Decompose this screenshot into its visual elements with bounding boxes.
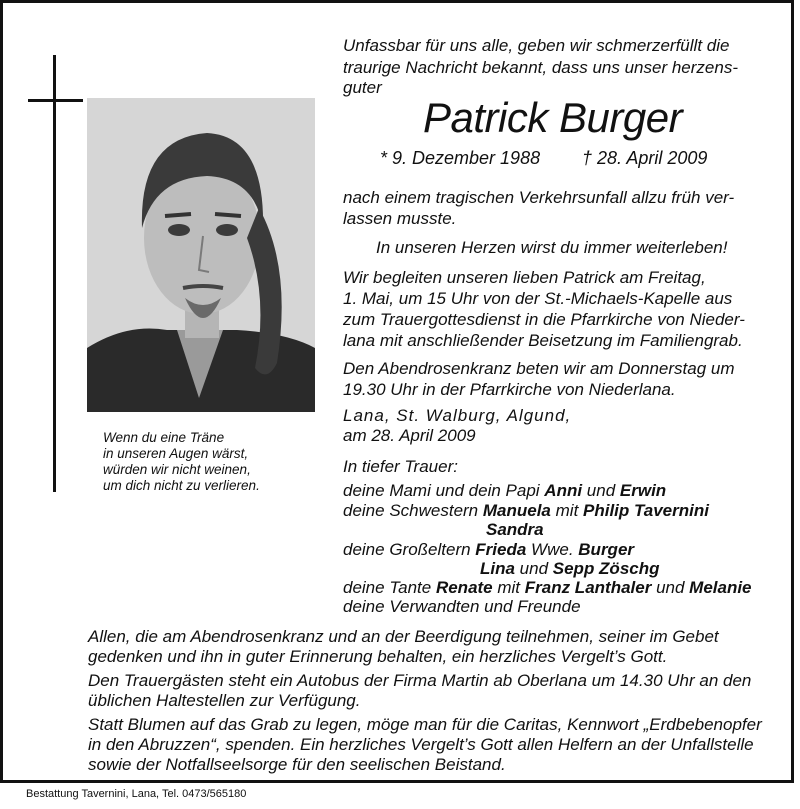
family-name: Anni	[544, 481, 583, 500]
funeral-line: 1. Mai, um 15 Uhr von der St.-Michaels-Kapelle aus	[343, 289, 733, 308]
birth-date: * 9. Dezember 1988	[380, 148, 541, 168]
closing-line: Allen, die am Abendrosenkranz und an der Beerdigung teilnehmen, seiner im Gebet	[88, 627, 719, 646]
funeral-line: zum Trauergottesdienst in die Pfarrkirche von Nieder-	[343, 310, 745, 329]
intro-line: guter	[343, 78, 382, 97]
family-name: Franz Lanthaler	[524, 578, 652, 597]
motto: In unseren Herzen wirst du immer weiterleben!	[376, 238, 728, 257]
family-name: Sandra	[486, 520, 544, 539]
text: und	[582, 481, 620, 500]
place: Lana, St. Walburg, Algund,	[343, 406, 572, 425]
funeral-line: lana mit anschließender Beisetzung im Familiengrab.	[343, 331, 743, 350]
intro-line: traurige Nachricht bekannt, dass uns unser herzens-	[343, 58, 738, 77]
text: deine Mami und dein Papi	[343, 481, 545, 500]
deceased-name: Patrick Burger	[423, 94, 683, 141]
family-relatives: deine Verwandten und Freunde	[343, 597, 581, 616]
family-parents	[343, 481, 666, 501]
poem-line: Wenn du eine Träne	[103, 430, 225, 445]
text: Wwe.	[526, 540, 579, 559]
death-date: † 28. April 2009	[582, 148, 708, 168]
funeral-line: Wir begleiten unseren lieben Patrick am Freitag,	[343, 268, 706, 287]
family-name: Manuela	[482, 501, 551, 520]
text: und	[651, 578, 690, 597]
intro-line: Unfassbar für uns alle, geben wir schmerzerfüllt die	[343, 36, 730, 55]
closing-line: sowie der Notfallseelsorge für den seelischen Beistand.	[88, 755, 506, 774]
family-siblings-cont	[486, 520, 544, 540]
family-name: Burger	[578, 540, 635, 559]
family-name: Melanie	[689, 578, 752, 597]
poem-line: würden wir nicht weinen,	[103, 462, 251, 477]
closing-line: in den Abruzzen“, spenden. Ein herzliches Vergelt’s Gott allen Helfern an der Unfallstelle	[88, 735, 754, 754]
closing-line: Statt Blumen auf das Grab zu legen, möge man für die Caritas, Kennwort „Erdbebenopfer	[88, 715, 762, 734]
cause-line: nach einem tragischen Verkehrsunfall allzu früh ver-	[343, 188, 735, 207]
family-name: Philip Tavernini	[583, 501, 709, 520]
family-siblings	[343, 501, 709, 521]
family-name: Frieda	[475, 540, 527, 559]
poem	[103, 430, 313, 494]
date: am 28. April 2009	[343, 426, 476, 445]
rosary-line: 19.30 Uhr in der Pfarrkirche von Niederlana.	[343, 380, 676, 399]
text: mit	[492, 578, 525, 597]
cross-icon-bar	[28, 99, 83, 102]
text: deine Großeltern	[343, 540, 476, 559]
closing-line: gedenken und ihn in guter Erinnerung behalten, ein herzliches Vergelt’s Gott.	[88, 647, 668, 666]
portrait-photo	[87, 98, 315, 412]
text: mit	[550, 501, 584, 520]
mourning-header: In tiefer Trauer:	[343, 457, 458, 476]
poem-line: um dich nicht zu verlieren.	[103, 478, 260, 493]
family-name: Renate	[435, 578, 493, 597]
poem-line: in unseren Augen wärst,	[103, 446, 249, 461]
family-grandparents-cont	[480, 559, 660, 579]
rosary-line: Den Abendrosenkranz beten wir am Donnerstag um	[343, 359, 735, 378]
footer-credit: Bestattung Tavernini, Lana, Tel. 0473/565180	[26, 788, 247, 800]
cross-icon	[53, 55, 56, 492]
portrait-illustration	[87, 98, 315, 412]
text: deine Tante	[343, 578, 436, 597]
family-aunt	[343, 578, 752, 598]
text: und	[514, 559, 553, 578]
text: deine Schwestern	[343, 501, 483, 520]
family-name: Erwin	[619, 481, 667, 500]
family-grandparents	[343, 540, 634, 560]
closing-line: Den Trauergästen steht ein Autobus der Firma Martin ab Oberlana um 14.30 Uhr an den	[88, 671, 752, 690]
family-name: Lina	[480, 559, 515, 578]
family-name: Sepp Zöschg	[552, 559, 660, 578]
cause-line: lassen musste.	[343, 209, 457, 228]
closing-line: üblichen Haltestellen zur Verfügung.	[88, 691, 361, 710]
